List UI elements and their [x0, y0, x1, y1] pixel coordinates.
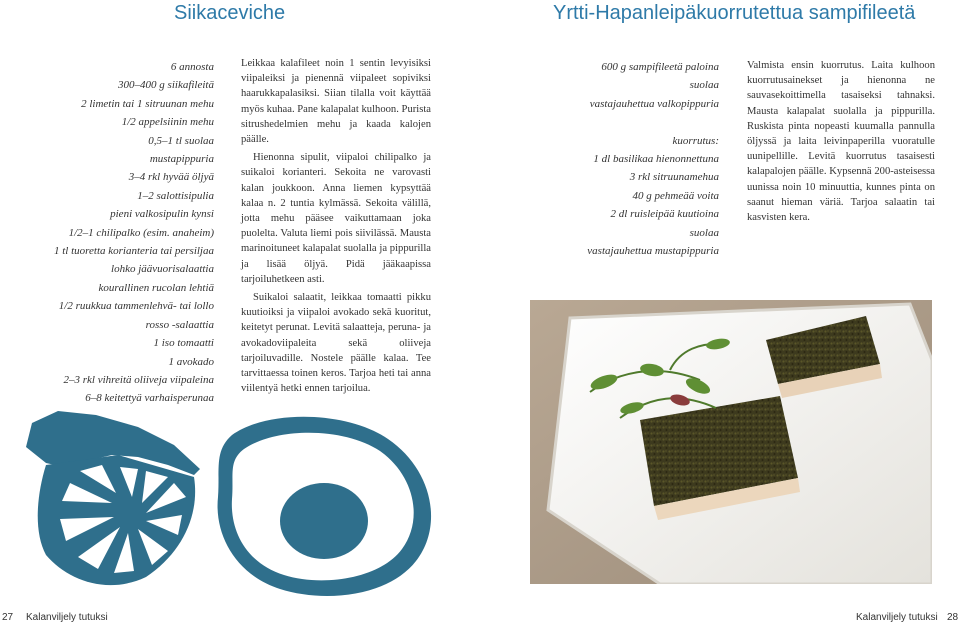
ingredient-item: 300–400 g siikafileitä	[118, 79, 214, 92]
left-method-text	[241, 56, 431, 396]
ingredient-item: 1 dl basilikaa hienonnettuna	[593, 153, 719, 166]
ingredient-item: 2 dl ruisleipää kuutioina	[610, 208, 719, 221]
ingredient-item: 0,5–1 tl suolaa	[148, 134, 214, 147]
ingredient-item: 1–2 salottisipulia	[137, 189, 214, 202]
right-method-text	[747, 58, 935, 225]
ingredient-item: lohko jäävuorisalaattia	[111, 263, 214, 276]
ingredient-item: 3–4 rkl hyvää öljyä	[128, 171, 214, 184]
right-footer-text: Kalanviljely tutuksi	[856, 612, 938, 623]
ingredient-item: 2 limetin tai 1 sitruunan mehu	[81, 97, 214, 110]
ingredient-item: 2–3 rkl vihreitä oliiveja viipaleina	[63, 373, 214, 386]
left-ingredient-list	[30, 58, 214, 408]
ingredient-item: 1 avokado	[168, 355, 214, 368]
avocado-half-icon	[218, 417, 432, 596]
ingredient-item: 6–8 keitettyä varhaisperunaa	[85, 392, 214, 405]
ingredient-item: vastajauhettua mustapippuria	[587, 245, 719, 258]
ingredient-item: rosso -salaattia	[145, 318, 214, 331]
ingredient-item: vastajauhettua valkopippuria	[589, 97, 719, 110]
ingredient-item: 3 rkl sitruunamehua	[629, 171, 719, 184]
left-footer-text: Kalanviljely tutuksi	[26, 612, 108, 623]
ingredient-item: 1 tl tuoretta korianteria tai persiljaa	[53, 245, 214, 258]
method-paragraph: Valmista ensin kuorrutus. Laita kulhoon kuorrutusainekset ja hienonna ne sauvasekoittimella tasaiseksi tahnaksi. Mausta kalapalat suolalla ja pippurilla. Ruskista pinta nopeasti kuumalla pannulla öljyssä ja laita leivinpaperilla vuoratulle uunipellille. Levitä kuorrutus tasaisesti kalapalojen päälle. Kypsennä 200-asteisessa uunissa noin 10 minuuttia, kunnes pinta on saanut hieman väriä. Tarjoa salaatin tai kasvisten kera.	[747, 60, 935, 224]
ingredient-item: 600 g sampifileetä paloina	[601, 61, 719, 73]
right-ingredient-list	[560, 58, 719, 260]
right-page-title: Yrtti-Hapanleipäkuorrutettua sampifileetä	[553, 2, 916, 24]
ingredient-subheading: kuorrutus:	[672, 134, 719, 147]
ingredient-item: 1 iso tomaatti	[153, 337, 214, 350]
method-paragraph: Suikaloi salaatit, leikkaa tomaatti pikku kuutioiksi ja viipaloi avokado sekä kuoritut, keitetyt perunat. Levitä salaatteja, peruna- ja avokadoviipaleita sekä oliiveja tarjoiluvadille. Nostele päälle kalaa. Tee tarvittaessa toinen keros. Tarjoa heti tai anna viilentyä hetki ennen tarjoilua.	[241, 292, 431, 395]
ingredient-item: mustapippuria	[149, 153, 214, 166]
ingredient-item: suolaa	[689, 226, 719, 239]
lime-slice-icon	[26, 411, 200, 585]
ingredient-item: pieni valkosipulin kynsi	[110, 208, 214, 221]
left-page-title: Siikaceviche	[174, 2, 286, 24]
ingredient-item: 1/2 ruukkua tammenlehvä- tai lollo	[58, 300, 214, 313]
left-page-number: 27	[2, 612, 14, 623]
ingredient-item: 1/2 appelsiinin mehu	[121, 116, 214, 129]
ingredient-item: suolaa	[689, 79, 719, 92]
method-paragraph: Leikkaa kalafileet noin 1 sentin levyisiksi viipaleiksi ja pienennä viipaleet sopiviksi haarukkapalasiksi. Siian tilalla voit käyttää myös kuhaa. Pane kalapalat kulhoon. Purista sitrushedelmien mehu ja kaada kalojen päälle.	[241, 58, 431, 146]
ingredient-item: kourallinen rucolan lehtiä	[98, 281, 214, 294]
right-page-number: 28	[947, 612, 959, 623]
dish-photo	[530, 300, 932, 584]
method-paragraph: Hienonna sipulit, viipaloi chilipalko ja suikaloi korianteri. Sekoita ne varovasti kalan joukkoon. Anna liemen kypsyttää kalaa n. 2 tuntia kylmässä. Sekoita välillä, jotta mehu pääsee vaikuttamaan joka puolelta. Valuta liemi pois siivilässä. Mausta marinoituneet kalapalat suolalla ja pippurilla ja lisää öljyä. Pidä jääkaapissa tarjoiluhetkeen asti.	[241, 152, 431, 285]
ingredient-spacer	[560, 113, 719, 131]
ingredient-item: 1/2–1 chilipalko (esim. anaheim)	[68, 226, 214, 239]
ingredient-item: 40 g pehmeää voita	[632, 189, 719, 202]
lime-avocado-illustration	[18, 405, 448, 605]
ingredient-item: 6 annosta	[170, 61, 214, 73]
